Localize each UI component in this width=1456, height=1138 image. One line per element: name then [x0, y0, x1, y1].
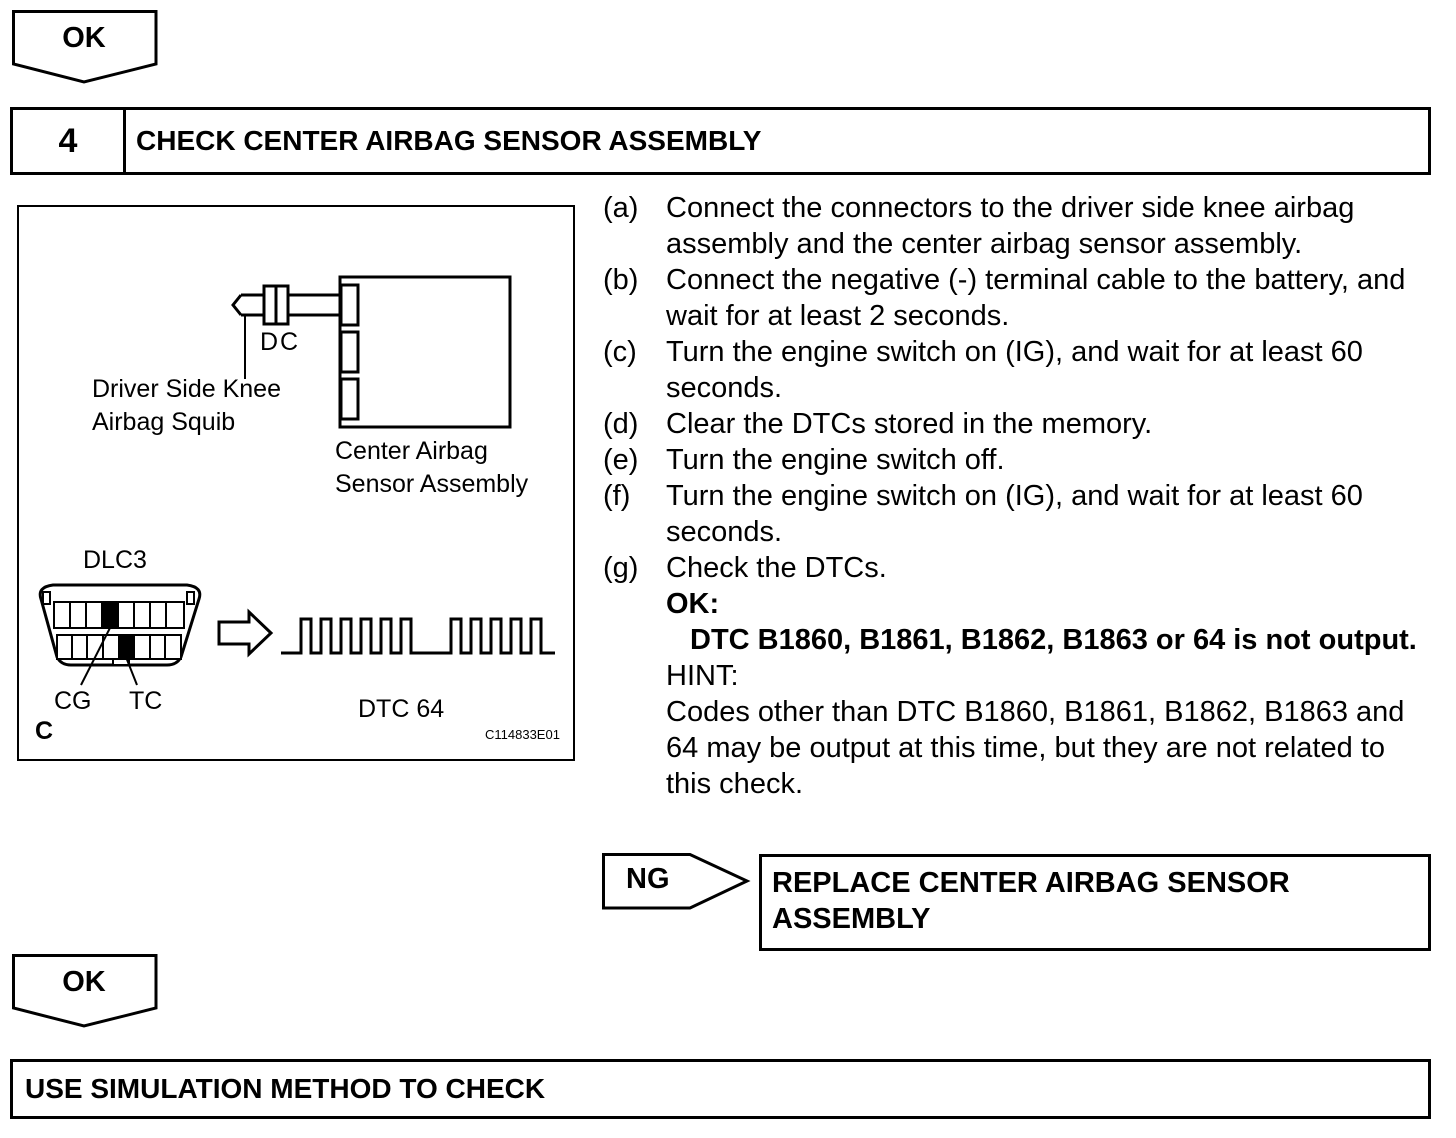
instruction-text: Clear the DTCs stored in the memory. — [666, 408, 1153, 440]
ok-label: OK — [62, 22, 106, 54]
ok-result-heading: OK: — [666, 588, 720, 620]
dc-connector — [264, 286, 276, 324]
dlc3-connector — [40, 585, 200, 665]
hint-heading: HINT: — [666, 660, 739, 692]
instruction-item — [603, 442, 1433, 478]
dtc-64-label: DTC 64 — [358, 695, 445, 723]
hint-text: Codes other than DTC B1860, B1861, B1862, B1863 and 64 may be output at this time, but they are not related to this check. — [666, 696, 1405, 800]
sensor-assembly-box — [340, 277, 510, 427]
squib-label-line1: Driver Side Knee — [92, 375, 281, 403]
squib-label-line2: Airbag Squib — [92, 408, 236, 436]
dc-label: DC — [260, 328, 301, 356]
sensor-label-line2: Sensor Assembly — [335, 470, 529, 498]
right-arrow-icon — [219, 612, 271, 654]
step-title: CHECK CENTER AIRBAG SENSOR ASSEMBLY — [136, 125, 762, 156]
instruction-text: Turn the engine switch off. — [666, 444, 1005, 476]
instruction-text: Check the DTCs. — [666, 552, 887, 584]
instruction-item — [603, 478, 1433, 550]
instruction-item — [603, 262, 1433, 334]
tc-label: TC — [129, 687, 163, 715]
wiring-figure — [17, 205, 575, 761]
instruction-label: (g) — [603, 552, 639, 584]
ok-result-text: DTC B1860, B1861, B1862, B1863 or 64 is not output. — [690, 624, 1417, 656]
ok-label: OK — [62, 966, 106, 998]
instruction-item — [603, 334, 1433, 406]
instruction-item — [603, 550, 1433, 586]
dlc3-label: DLC3 — [83, 546, 147, 574]
step-number: 4 — [13, 110, 126, 172]
ok-arrow-top — [12, 10, 158, 84]
ng-arrow — [602, 853, 752, 911]
figure-corner-label: C — [35, 717, 54, 745]
right-pointer-icon — [602, 853, 752, 911]
final-step-box: USE SIMULATION METHOD TO CHECK — [10, 1059, 1431, 1119]
instruction-text: Turn the engine switch on (IG), and wait for at least 60 seconds. — [666, 480, 1363, 548]
cg-label: CG — [54, 687, 92, 715]
figure-id: C114833E01 — [485, 727, 560, 742]
dtc-64-waveform — [281, 619, 555, 653]
instruction-text: Connect the negative (-) terminal cable to the battery, and wait for at least 2 seconds. — [666, 264, 1406, 332]
instruction-label: (a) — [603, 192, 639, 224]
instruction-list — [603, 190, 1433, 802]
instruction-label: (d) — [603, 408, 639, 440]
step-header — [10, 107, 1431, 175]
ng-action-box: REPLACE CENTER AIRBAG SENSOR ASSEMBLY — [759, 854, 1431, 951]
instruction-item — [603, 406, 1433, 442]
sensor-label-line1: Center Airbag — [335, 437, 488, 465]
instruction-text: Connect the connectors to the driver side knee airbag assembly and the center airbag sensor assembly. — [666, 192, 1355, 260]
instruction-label: (b) — [603, 264, 639, 296]
ok-arrow-bottom — [12, 954, 158, 1028]
instruction-label: (e) — [603, 444, 639, 476]
instruction-item — [603, 190, 1433, 262]
instruction-label: (f) — [603, 480, 631, 512]
instruction-label: (c) — [603, 336, 637, 368]
instruction-text: Turn the engine switch on (IG), and wait for at least 60 seconds. — [666, 336, 1363, 404]
ng-label: NG — [626, 863, 670, 895]
